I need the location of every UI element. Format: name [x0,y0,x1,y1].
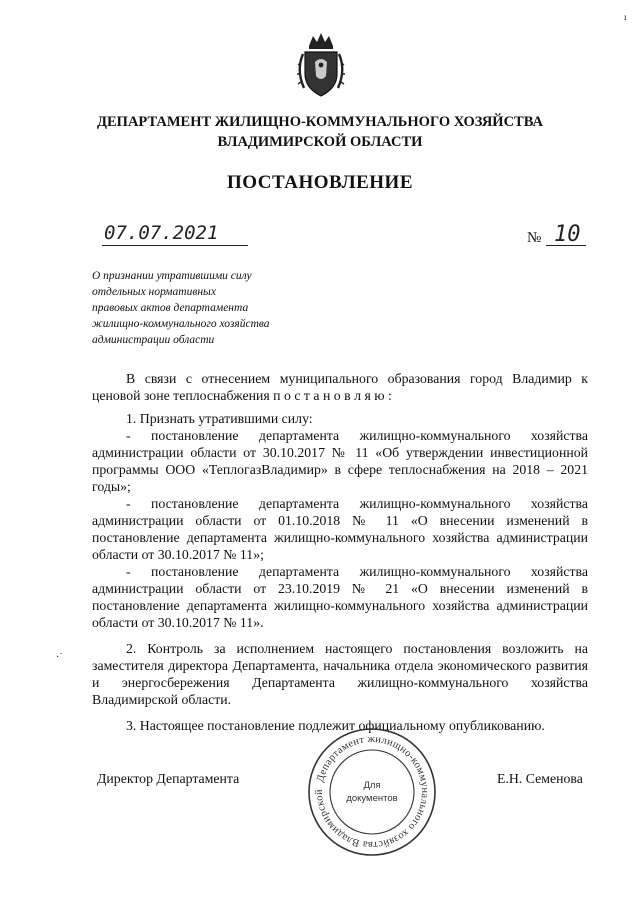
item3-paragraph: 3. Настоящее постановление подлежит официальному опубликованию. [126,718,545,733]
subject-line: администрации области [92,334,215,346]
svg-text:Департамент жилищно-коммунальн [314,734,430,850]
document-subject [92,268,342,348]
signatory-position: Директор Департамента [97,771,240,786]
item1-b: - постановление департамента жилищно-коммунального хозяйства администрации области от 01.10.2018 № 11 «О внесении изменений в постановление департамента жилищно-коммунального хозяйства администрации области от 30.10.2017 № 11»; [92,496,588,562]
item2-paragraph: 2. Контроль за исполнением настоящего постановления возложить на заместителя директора Департамента, начальника отдела экономического развития и энергосбережения Департамента жилищно-коммунального хозяйства Владимирской области. [92,641,588,707]
item1-c: - постановление департамента жилищно-коммунального хозяйства администрации области от 23.10.2019 № 21 «О внесении изменений в постановление департамента жилищно-коммунального хозяйства администрации области от 30.10.2017 № 11». [92,564,588,630]
date-underline [102,245,248,246]
seal-ring-text: Департамент жилищно-коммунального хозяйства Владимирской [313,733,431,851]
document-number: 10 [554,222,581,247]
item1-title: 1. Признать утратившими силу: [126,411,313,426]
seal-center-line1: Для [363,780,381,791]
department-title-line1: ДЕПАРТАМЕНТ ЖИЛИЩНО-КОММУНАЛЬНОГО ХОЗЯЙСТВА [97,114,543,130]
document-body [92,370,588,734]
subject-line: О признании утратившими силу [92,270,252,282]
number-label: № [527,230,542,246]
number-underline [546,245,586,246]
document-date: 07.07.2021 [104,222,219,244]
subject-line: отдельных нормативных [92,286,216,298]
item1-a: - постановление департамента жилищно-коммунального хозяйства администрации области от 30.10.2017 № 11 «Об утверждении инвестиционной программы ООО «ТеплогазВладимир» в сфере теплоснабжения на 2018 – 2021 годы»; [92,428,588,494]
official-seal [306,726,438,858]
subject-line: правовых актов департамента [92,302,249,314]
signatory-name: Е.Н. Семенова [497,771,583,786]
coat-of-arms-emblem [295,30,347,100]
document-type-title: ПОСТАНОВЛЕНИЕ [226,172,414,193]
page-mark: ı [624,12,627,22]
scan-dots: ·˙ [56,652,63,663]
subject-line: жилищно-коммунального хозяйства [92,318,270,330]
seal-center-line2: документов [346,793,398,804]
intro-paragraph: В связи с отнесением муниципального образования город Владимир к ценовой зоне теплоснабжения п о с т а н о в л я ю : [92,371,588,403]
department-title-line2: ВЛАДИМИРСКОЙ ОБЛАСТИ [217,134,423,150]
